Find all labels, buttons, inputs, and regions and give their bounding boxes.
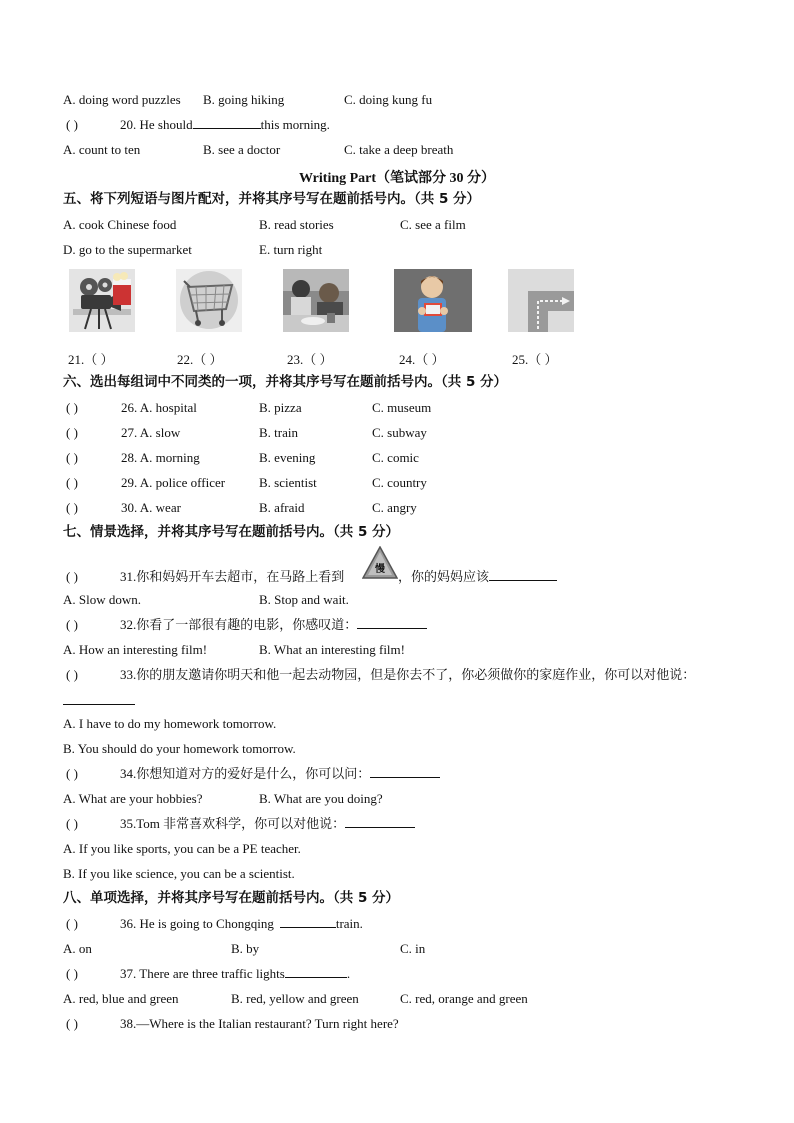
q26-option-a: 26. A. hospital xyxy=(121,400,197,415)
shopping-cart-icon xyxy=(176,269,242,332)
question-text: 37. There are three traffic lights xyxy=(120,966,285,981)
phrase-a: A. cook Chinese food xyxy=(63,217,177,232)
answer-paren[interactable]: ( ) xyxy=(66,667,78,682)
q37-option-c: C. red, orange and green xyxy=(400,991,528,1006)
answer-paren[interactable]: ( ) xyxy=(66,1016,78,1031)
answer-blank[interactable] xyxy=(489,569,557,581)
question-31-end xyxy=(398,569,557,585)
cooking-kids-icon xyxy=(283,269,349,332)
writing-part-title: Writing Part（笔试部分 30 分） xyxy=(298,171,496,186)
question-text: 31.你和妈妈开车去超市，在马路上看到 xyxy=(120,569,345,584)
question-text-end: this morning. xyxy=(260,117,330,132)
q27-option-b: B. train xyxy=(259,425,298,440)
question-20 xyxy=(66,117,330,133)
q34-option-b: B. What are you doing? xyxy=(259,791,383,806)
section-8-title: 八、单项选择，并将其序号写在题前括号内。（共 5 分） xyxy=(63,890,400,906)
answer-24[interactable]: 24.（ ） xyxy=(399,352,445,367)
answer-blank[interactable] xyxy=(280,916,336,928)
question-37 xyxy=(66,966,350,982)
answer-paren[interactable]: ( ) xyxy=(66,766,78,781)
q20-option-a: A. count to ten xyxy=(63,142,141,157)
q28-option-a: 28. A. morning xyxy=(121,450,200,465)
question-text: 36. He is going to Chongqing xyxy=(120,916,274,931)
q27-option-a: 27. A. slow xyxy=(121,425,181,440)
q20-option-c: C. take a deep breath xyxy=(344,142,454,157)
reading-boy-icon xyxy=(394,269,472,332)
answer-paren-29[interactable]: ( ) xyxy=(66,475,78,490)
q30-option-a: 30. A. wear xyxy=(121,500,181,515)
q19-option-b: B. going hiking xyxy=(203,92,285,107)
section-6-title: 六、选出每组词中不同类的一项，并将其序号写在题前括号内。（共 5 分） xyxy=(63,374,508,390)
q29-option-b: B. scientist xyxy=(259,475,317,490)
q28-option-c: C. comic xyxy=(372,450,419,465)
q33-option-b: B. You should do your homework tomorrow. xyxy=(63,741,296,756)
question-text: 33.你的朋友邀请你明天和他一起去动物园，但是你去不了，你必须做你的家庭作业，你可以对他说： xyxy=(120,667,696,682)
answer-paren[interactable]: ( ) xyxy=(66,617,78,632)
section-5-title: 五、将下列短语与图片配对，并将其序号写在题前括号内。（共 5 分） xyxy=(63,191,481,207)
answer-22[interactable]: 22.（ ） xyxy=(177,352,223,367)
answer-paren-27[interactable]: ( ) xyxy=(66,425,78,440)
question-text: 20. He should xyxy=(120,117,193,132)
answer-blank[interactable] xyxy=(357,617,427,629)
question-33 xyxy=(66,667,695,683)
question-text-end: ，你的妈妈应该 xyxy=(398,569,490,584)
phrase-d: D. go to the supermarket xyxy=(63,242,192,257)
answer-blank[interactable] xyxy=(193,117,261,129)
q37-option-a: A. red, blue and green xyxy=(63,991,179,1006)
q30-option-b: B. afraid xyxy=(259,500,305,515)
turn-right-sign-icon xyxy=(508,269,574,332)
answer-paren-28[interactable]: ( ) xyxy=(66,450,78,465)
q36-option-c: C. in xyxy=(400,941,426,956)
question-text-end: train. xyxy=(335,916,363,931)
q26-option-b: B. pizza xyxy=(259,400,302,415)
q35-option-a: A. If you like sports, you can be a PE teacher. xyxy=(63,841,301,856)
question-text: 32.你看了一部很有趣的电影，你感叹道： xyxy=(120,617,358,632)
q37-option-b: B. red, yellow and green xyxy=(231,991,359,1006)
answer-paren[interactable]: ( ) xyxy=(66,569,78,584)
q36-option-b: B. by xyxy=(231,941,260,956)
phrase-c: C. see a film xyxy=(400,217,466,232)
answer-23[interactable]: 23.（ ） xyxy=(287,352,333,367)
question-text-end: . xyxy=(346,966,351,981)
q36-option-a: A. on xyxy=(63,941,92,956)
phrase-e: E. turn right xyxy=(259,242,323,257)
answer-paren[interactable]: ( ) xyxy=(66,966,78,981)
q29-option-c: C. country xyxy=(372,475,427,490)
q34-option-a: A. What are your hobbies? xyxy=(63,791,203,806)
answer-21[interactable]: 21.（ ） xyxy=(68,352,114,367)
answer-paren-30[interactable]: ( ) xyxy=(66,500,78,515)
q31-option-b: B. Stop and wait. xyxy=(259,592,349,607)
answer-blank[interactable] xyxy=(345,816,415,828)
q33-option-a: A. I have to do my homework tomorrow. xyxy=(63,716,277,731)
q32-option-a: A. How an interesting film! xyxy=(63,642,208,657)
question-36 xyxy=(66,916,363,932)
q26-option-c: C. museum xyxy=(372,400,432,415)
section-7-title: 七、情景选择，并将其序号写在题前括号内。（共 5 分） xyxy=(63,524,400,540)
answer-25[interactable]: 25.（ ） xyxy=(512,352,558,367)
q35-option-b: B. If you like science, you can be a scientist. xyxy=(63,866,295,881)
answer-blank[interactable] xyxy=(370,766,440,778)
answer-paren[interactable]: ( ) xyxy=(66,916,78,931)
answer-blank-33[interactable] xyxy=(63,704,135,705)
q19-option-c: C. doing kung fu xyxy=(344,92,433,107)
slow-sign-icon xyxy=(362,546,398,580)
q19-option-a: A. doing word puzzles xyxy=(63,92,181,107)
q32-option-b: B. What an interesting film! xyxy=(259,642,405,657)
question-34 xyxy=(66,766,440,782)
question-32 xyxy=(66,617,427,633)
question-text: 38.—Where is the Italian restaurant? Turn right here? xyxy=(120,1016,399,1031)
question-35 xyxy=(66,816,415,832)
slow-sign-text: 慢 xyxy=(375,564,385,575)
q27-option-c: C. subway xyxy=(372,425,427,440)
question-text: 35.Tom 非常喜欢科学，你可以对他说： xyxy=(120,816,346,831)
phrase-b: B. read stories xyxy=(259,217,334,232)
answer-paren-26[interactable]: ( ) xyxy=(66,400,78,415)
q30-option-c: C. angry xyxy=(372,500,417,515)
q28-option-b: B. evening xyxy=(259,450,316,465)
q29-option-a: 29. A. police officer xyxy=(121,475,226,490)
question-text: 34.你想知道对方的爱好是什么，你可以问： xyxy=(120,766,371,781)
question-31 xyxy=(66,569,344,585)
q20-option-b: B. see a doctor xyxy=(203,142,281,157)
question-38 xyxy=(66,1016,399,1032)
answer-paren[interactable]: ( ) xyxy=(66,816,78,831)
answer-paren[interactable]: ( ) xyxy=(66,117,78,132)
q31-option-a: A. Slow down. xyxy=(63,592,142,607)
film-camera-icon xyxy=(69,269,135,332)
answer-blank[interactable] xyxy=(285,966,347,978)
